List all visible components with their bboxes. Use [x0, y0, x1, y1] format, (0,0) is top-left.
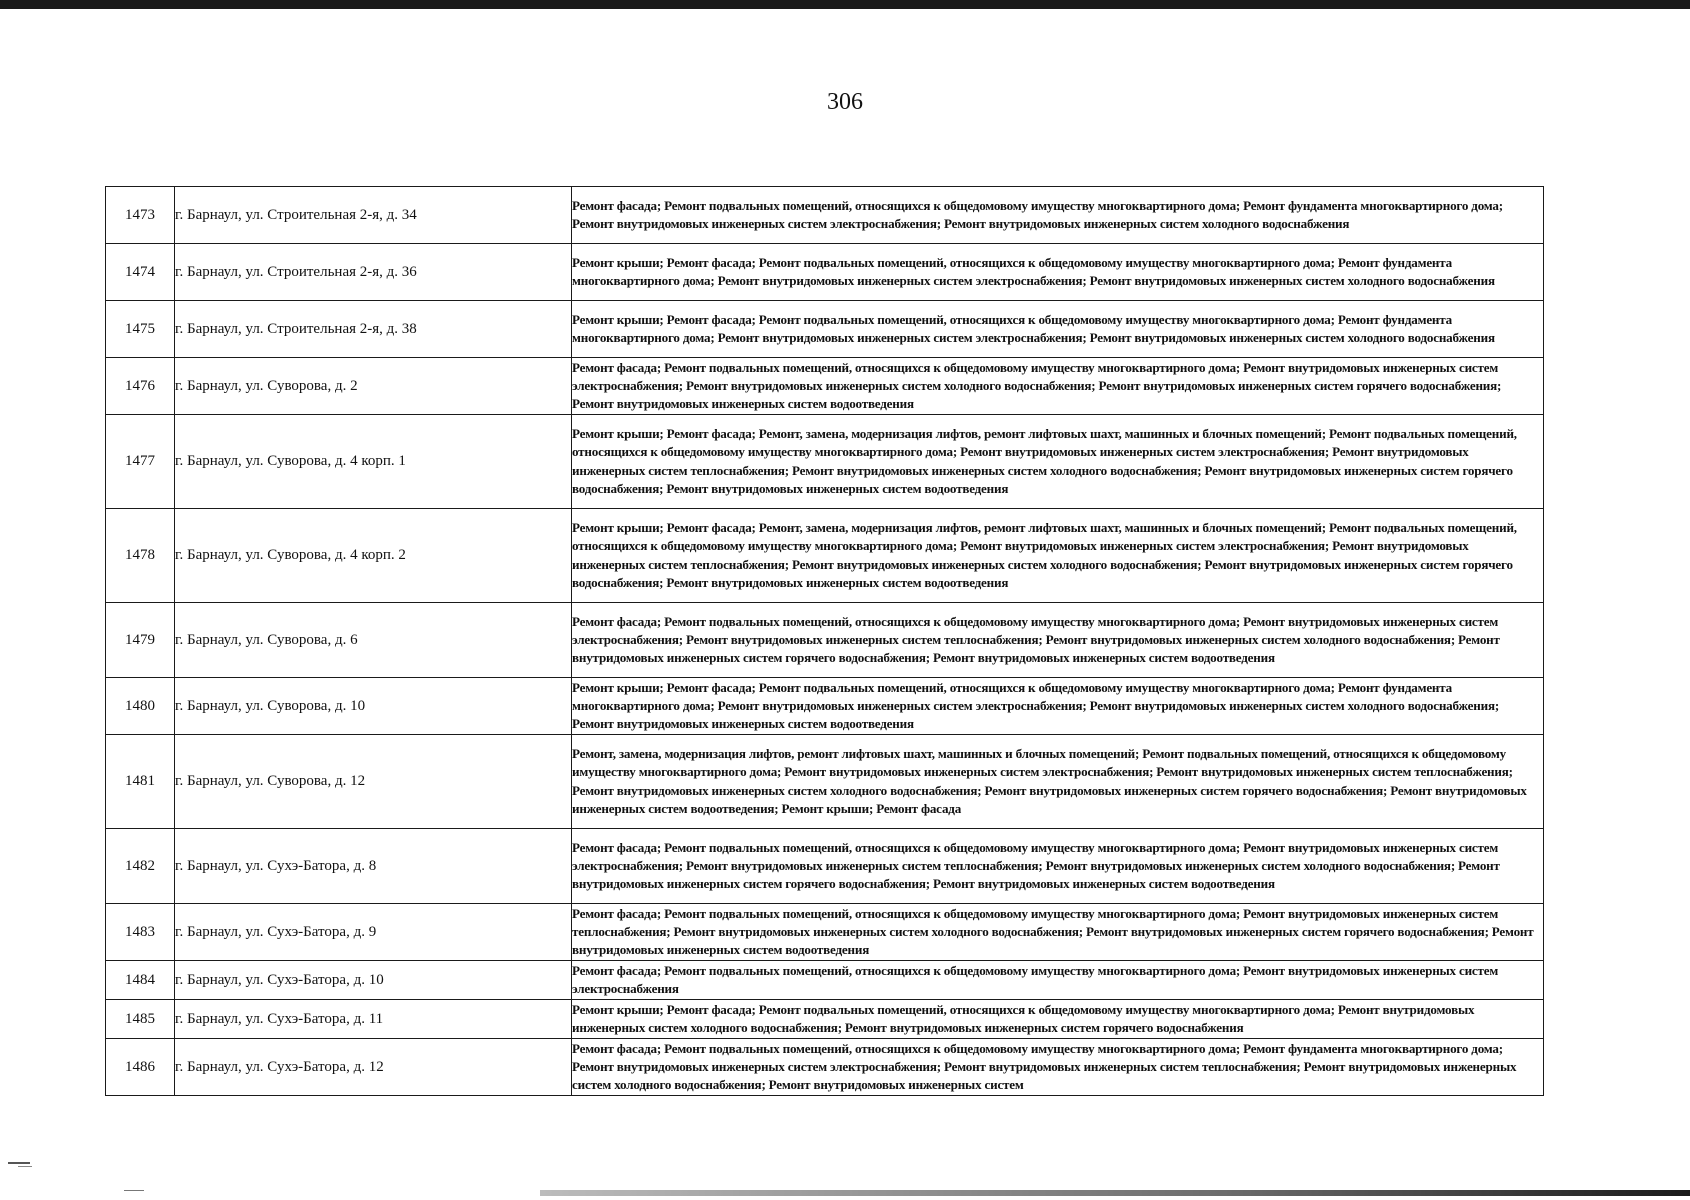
repair-works-text: Ремонт крыши; Ремонт фасада; Ремонт, замена, модернизация лифтов, ремонт лифтовых шахт, машинных и блочных помещений; Ремонт подвальных помещений, относящихся к общедомовому имуществу многоквартирного дома; Ремонт внутридомовых инженерных систем электроснабжения; Ремонт внутридомовых инженерных систем теплоснабжения; Ремонт внутридомовых инженерных систем холодного водоснабжения; Ремонт внутридомовых инженерных систем горячего водоснабжения; Ремонт внутридомовых инженерных систем водоотведения [572, 519, 1517, 590]
table-row [106, 678, 1544, 735]
table-row [106, 829, 1544, 904]
repair-works-text: Ремонт фасада; Ремонт подвальных помещений, относящихся к общедомовому имуществу многоквартирного дома; Ремонт внутридомовых инженерных систем электроснабжения; Ремонт внутридомовых инженерных систем теплоснабжения; Ремонт внутридомовых инженерных систем холодного водоснабжения; Ремонт внутридомовых инженерных систем горячего водоснабжения; Ремонт внутридомовых инженерных систем водоотведения [572, 613, 1500, 666]
row-number: 1486 [106, 1039, 175, 1096]
scan-artifact [8, 1162, 30, 1164]
repair-works-text: Ремонт крыши; Ремонт фасада; Ремонт подвальных помещений, относящихся к общедомовому имуществу многоквартирного дома; Ремонт фундамента многоквартирного дома; Ремонт внутридомовых инженерных систем электроснабжения; Ремонт внутридомовых инженерных систем холодного водоснабжения; Ремонт внутридомовых инженерных систем водоотведения [572, 679, 1500, 732]
housing-repair-table [105, 186, 1544, 1096]
repair-works-text: Ремонт крыши; Ремонт фасада; Ремонт подвальных помещений, относящихся к общедомовому имуществу многоквартирного дома; Ремонт внутридомовых инженерных систем холодного водоснабжения; Ремонт внутридомовых инженерных систем горячего водоснабжения [572, 1001, 1475, 1035]
building-address: г. Барнаул, ул. Сухэ-Батора, д. 10 [175, 961, 572, 1000]
repair-works-cell [572, 603, 1544, 678]
repair-works-text: Ремонт фасада; Ремонт подвальных помещений, относящихся к общедомовому имуществу многоквартирного дома; Ремонт фундамента многоквартирного дома; Ремонт внутридомовых инженерных систем электроснабжения; Ремонт внутридомовых инженерных систем теплоснабжения; Ремонт внутридомовых инженерных систем холодного водоснабжения; Ремонт внутридомовых инженерных систем [572, 1040, 1517, 1093]
table-row [106, 358, 1544, 415]
table-body [106, 187, 1544, 1096]
page-number: 306 [827, 89, 863, 115]
row-number: 1477 [106, 415, 175, 509]
table-row [106, 961, 1544, 1000]
repair-works-cell [572, 735, 1544, 829]
building-address: г. Барнаул, ул. Строительная 2-я, д. 34 [175, 187, 572, 244]
row-number: 1485 [106, 1000, 175, 1039]
building-address: г. Барнаул, ул. Строительная 2-я, д. 36 [175, 244, 572, 301]
building-address: г. Барнаул, ул. Суворова, д. 10 [175, 678, 572, 735]
repair-works-cell [572, 187, 1544, 244]
table-row [106, 244, 1544, 301]
building-address: г. Барнаул, ул. Суворова, д. 2 [175, 358, 572, 415]
table-row [106, 603, 1544, 678]
row-number: 1474 [106, 244, 175, 301]
repair-works-cell [572, 1039, 1544, 1096]
repair-works-text: Ремонт фасада; Ремонт подвальных помещений, относящихся к общедомовому имуществу многоквартирного дома; Ремонт внутридомовых инженерных систем электроснабжения; Ремонт внутридомовых инженерных систем холодного водоснабжения; Ремонт внутридомовых инженерных систем горячего водоснабжения; Ремонт внутридомовых инженерных систем водоотведения [572, 359, 1502, 412]
table-row [106, 1000, 1544, 1039]
scan-top-border [0, 0, 1690, 9]
building-address: г. Барнаул, ул. Суворова, д. 4 корп. 1 [175, 415, 572, 509]
row-number: 1481 [106, 735, 175, 829]
table-row [106, 735, 1544, 829]
row-number: 1483 [106, 904, 175, 961]
repair-works-cell [572, 358, 1544, 415]
row-number: 1480 [106, 678, 175, 735]
repair-works-cell [572, 678, 1544, 735]
repair-works-cell [572, 829, 1544, 904]
building-address: г. Барнаул, ул. Суворова, д. 12 [175, 735, 572, 829]
building-address: г. Барнаул, ул. Строительная 2-я, д. 38 [175, 301, 572, 358]
building-address: г. Барнаул, ул. Сухэ-Батора, д. 11 [175, 1000, 572, 1039]
repair-works-cell [572, 415, 1544, 509]
building-address: г. Барнаул, ул. Сухэ-Батора, д. 9 [175, 904, 572, 961]
scan-artifact [124, 1190, 144, 1191]
row-number: 1478 [106, 509, 175, 603]
building-address: г. Барнаул, ул. Сухэ-Батора, д. 12 [175, 1039, 572, 1096]
table-row [106, 301, 1544, 358]
repair-works-text: Ремонт крыши; Ремонт фасада; Ремонт подвальных помещений, относящихся к общедомовому имуществу многоквартирного дома; Ремонт фундамента многоквартирного дома; Ремонт внутридомовых инженерных систем электроснабжения; Ремонт внутридомовых инженерных систем холодного водоснабжения [572, 254, 1495, 288]
row-number: 1476 [106, 358, 175, 415]
repair-works-cell [572, 1000, 1544, 1039]
building-address: г. Барнаул, ул. Суворова, д. 4 корп. 2 [175, 509, 572, 603]
repair-works-cell [572, 301, 1544, 358]
repair-works-cell [572, 509, 1544, 603]
row-number: 1479 [106, 603, 175, 678]
repair-works-text: Ремонт фасада; Ремонт подвальных помещений, относящихся к общедомовому имуществу многоквартирного дома; Ремонт внутридомовых инженерных систем электроснабжения [572, 962, 1499, 996]
table-row [106, 1039, 1544, 1096]
repair-works-cell [572, 244, 1544, 301]
row-number: 1473 [106, 187, 175, 244]
row-number: 1482 [106, 829, 175, 904]
row-number: 1484 [106, 961, 175, 1000]
building-address: г. Барнаул, ул. Сухэ-Батора, д. 8 [175, 829, 572, 904]
repair-works-text: Ремонт крыши; Ремонт фасада; Ремонт подвальных помещений, относящихся к общедомовому имуществу многоквартирного дома; Ремонт фундамента многоквартирного дома; Ремонт внутридомовых инженерных систем электроснабжения; Ремонт внутридомовых инженерных систем холодного водоснабжения [572, 311, 1495, 345]
repair-works-text: Ремонт крыши; Ремонт фасада; Ремонт, замена, модернизация лифтов, ремонт лифтовых шахт, машинных и блочных помещений; Ремонт подвальных помещений, относящихся к общедомовому имуществу многоквартирного дома; Ремонт внутридомовых инженерных систем электроснабжения; Ремонт внутридомовых инженерных систем теплоснабжения; Ремонт внутридомовых инженерных систем холодного водоснабжения; Ремонт внутридомовых инженерных систем горячего водоснабжения; Ремонт внутридомовых инженерных систем водоотведения [572, 425, 1517, 496]
building-address: г. Барнаул, ул. Суворова, д. 6 [175, 603, 572, 678]
scan-artifact [18, 1166, 32, 1167]
table-row [106, 415, 1544, 509]
repair-works-text: Ремонт, замена, модернизация лифтов, ремонт лифтовых шахт, машинных и блочных помещений; Ремонт подвальных помещений, относящихся к общедомовому имуществу многоквартирного дома; Ремонт внутридомовых инженерных систем электроснабжения; Ремонт внутридомовых инженерных систем теплоснабжения; Ремонт внутридомовых инженерных систем холодного водоснабжения; Ремонт внутридомовых инженерных систем горячего водоснабжения; Ремонт внутридомовых инженерных систем водоотведения; Ремонт крыши; Ремонт фасада [572, 745, 1527, 816]
table-row [106, 509, 1544, 603]
repair-works-text: Ремонт фасада; Ремонт подвальных помещений, относящихся к общедомовому имуществу многоквартирного дома; Ремонт внутридомовых инженерных систем теплоснабжения; Ремонт внутридомовых инженерных систем холодного водоснабжения; Ремонт внутридомовых инженерных систем горячего водоснабжения; Ремонт внутридомовых инженерных систем водоотведения [572, 905, 1534, 958]
repair-works-cell [572, 904, 1544, 961]
repair-works-text: Ремонт фасада; Ремонт подвальных помещений, относящихся к общедомовому имуществу многоквартирного дома; Ремонт внутридомовых инженерных систем электроснабжения; Ремонт внутридомовых инженерных систем теплоснабжения; Ремонт внутридомовых инженерных систем холодного водоснабжения; Ремонт внутридомовых инженерных систем горячего водоснабжения; Ремонт внутридомовых инженерных систем водоотведения [572, 839, 1500, 892]
table-row [106, 187, 1544, 244]
repair-works-text: Ремонт фасада; Ремонт подвальных помещений, относящихся к общедомовому имуществу многоквартирного дома; Ремонт фундамента многоквартирного дома; Ремонт внутридомовых инженерных систем электроснабжения; Ремонт внутридомовых инженерных систем холодного водоснабжения [572, 197, 1503, 231]
scan-bottom-border [540, 1190, 1690, 1196]
repair-works-cell [572, 961, 1544, 1000]
table-row [106, 904, 1544, 961]
row-number: 1475 [106, 301, 175, 358]
